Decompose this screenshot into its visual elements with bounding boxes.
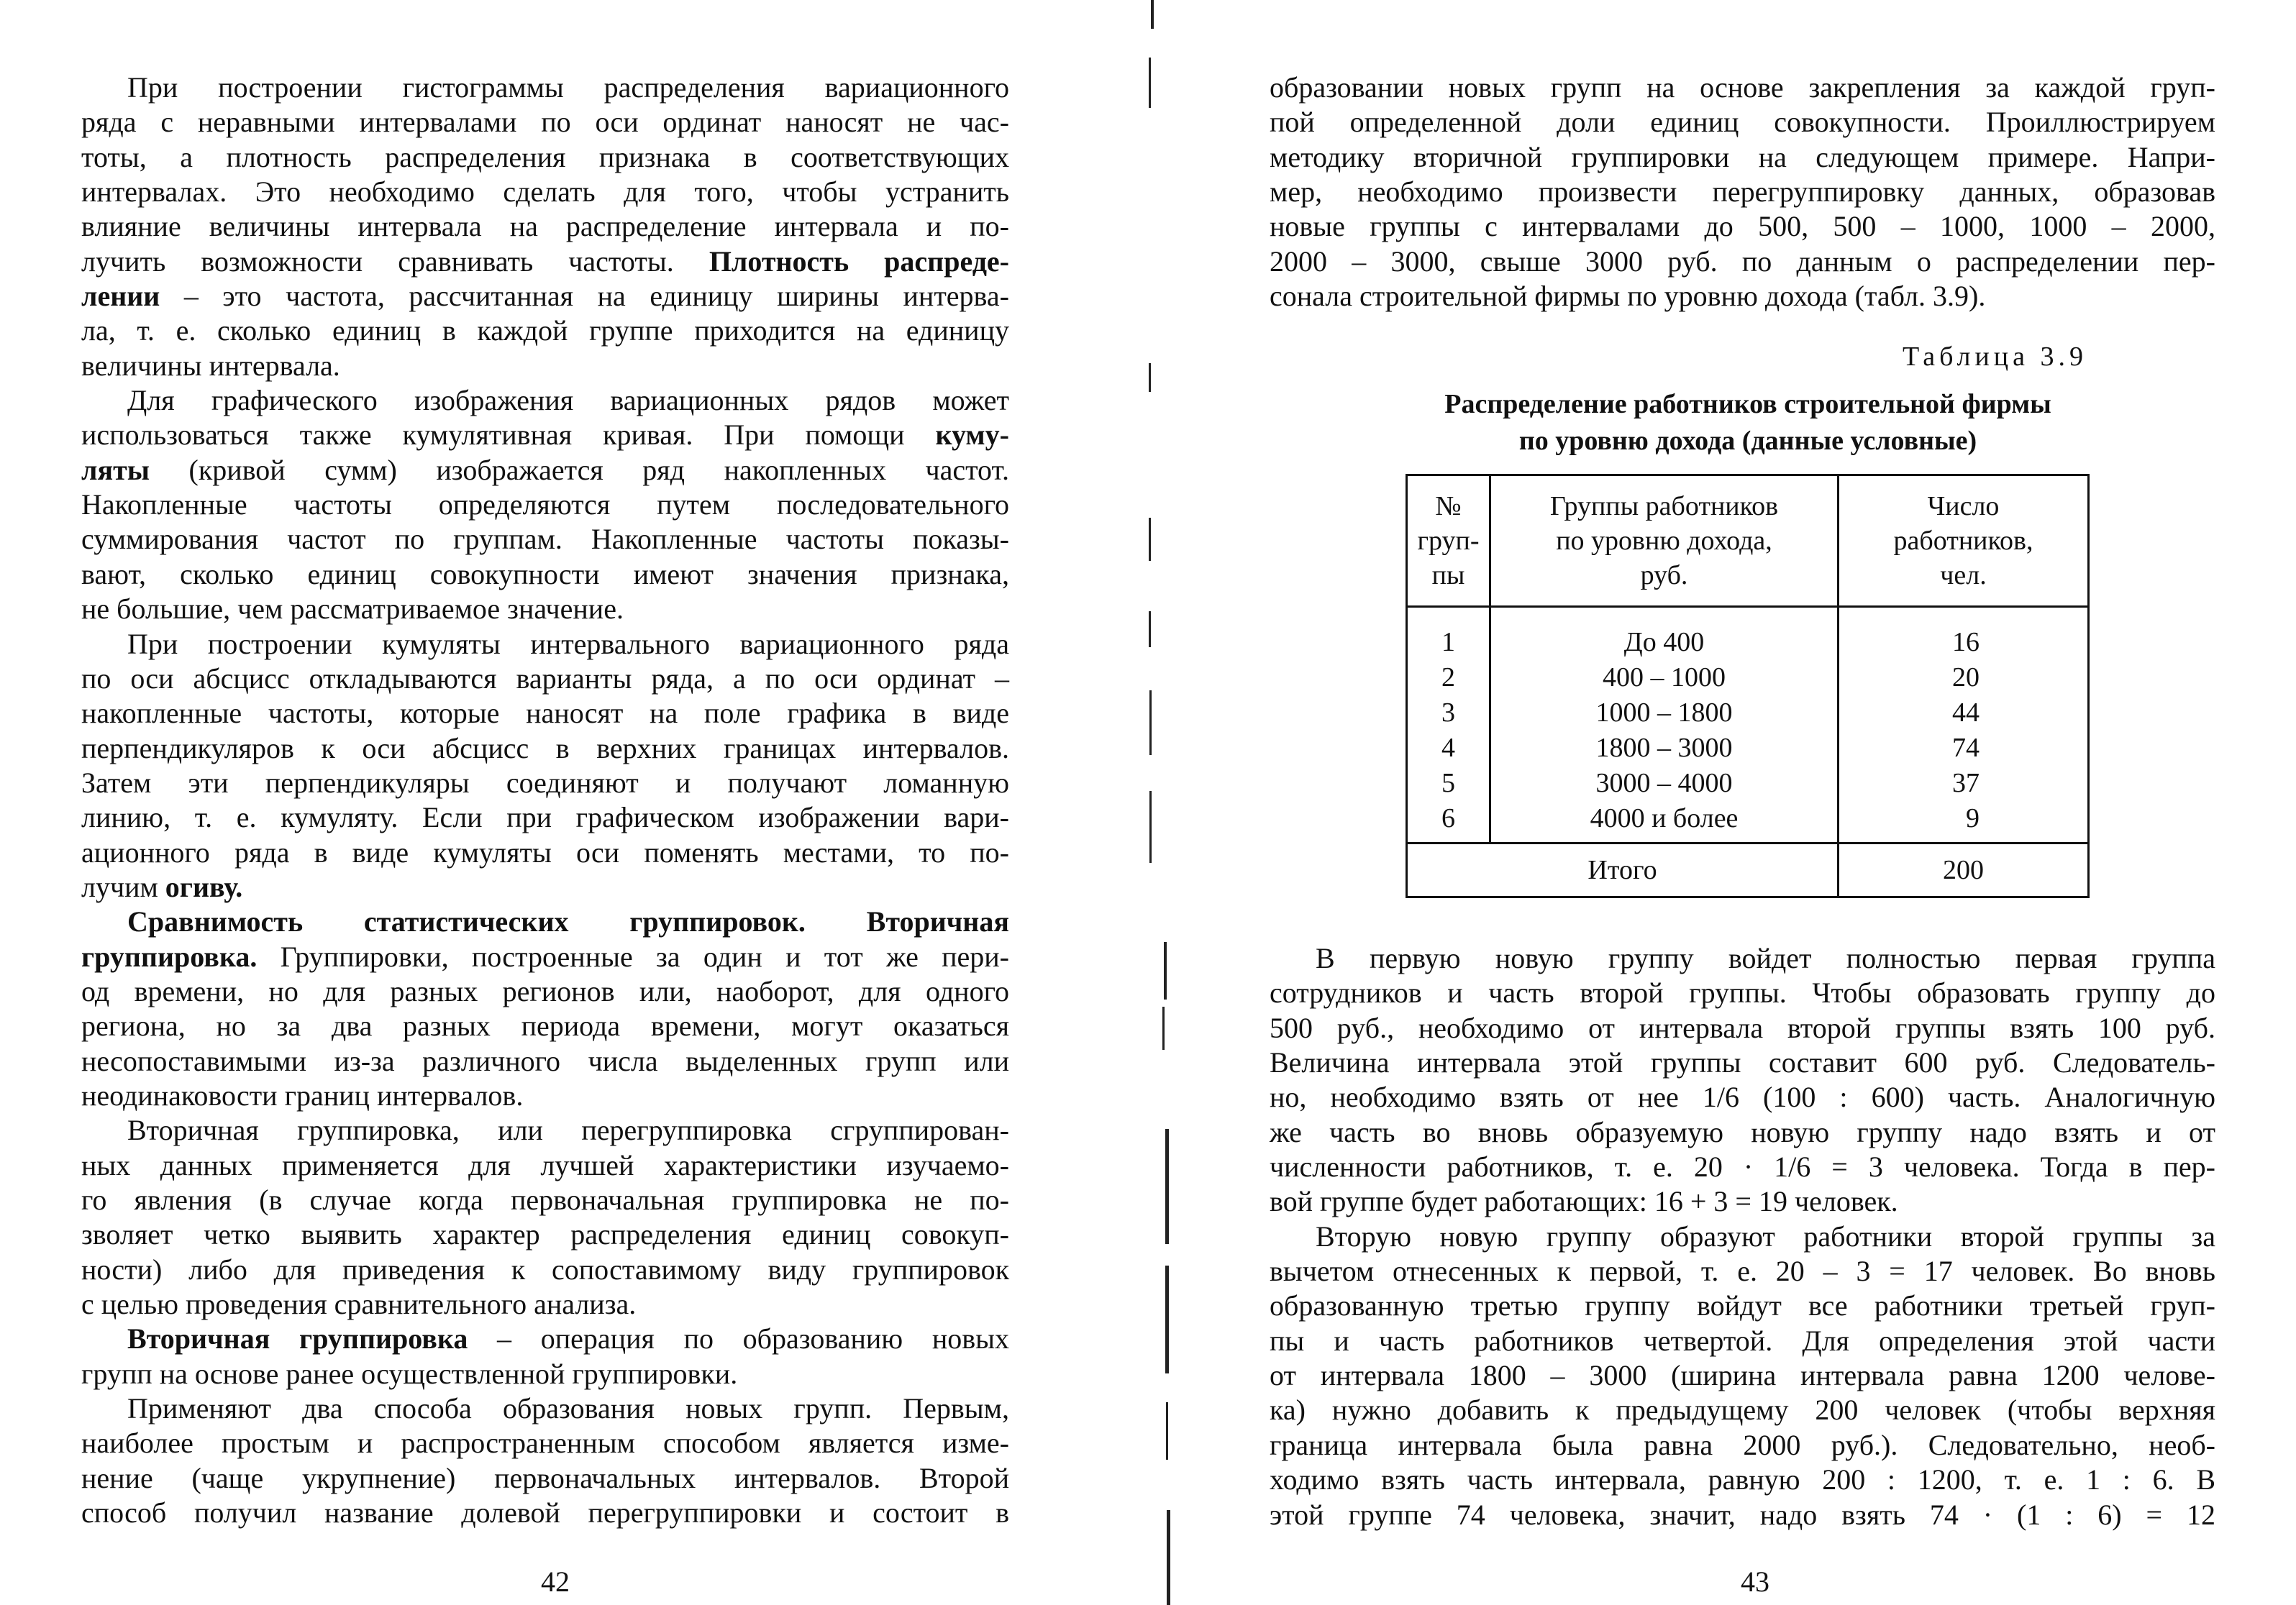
- text-line: [1270, 105, 2215, 140]
- gutter-mark: [1167, 1510, 1170, 1605]
- text-segment: пы и часть работников четвертой. Для определения этой части: [1270, 1324, 2215, 1357]
- text-segment: линию, т. е. кумуляту. Если при графическом изображении вари-: [81, 801, 1009, 834]
- paragraph: [81, 1322, 1009, 1391]
- text-segment: ности) либо для приведения к сопоставимому виду группировок: [81, 1253, 1009, 1286]
- header-text: Группы работников: [1549, 491, 1779, 521]
- table-cell-group: 1800 – 3000: [1595, 733, 1733, 763]
- paragraph: [1270, 70, 2215, 314]
- header-text: чел.: [1940, 560, 1987, 590]
- text-line: [81, 905, 1009, 939]
- table-title-line: по уровню дохода (данные условные): [1518, 426, 1977, 456]
- table-cell-count: 74: [1952, 733, 1980, 763]
- right-page-text-top: [1270, 70, 2215, 314]
- header-text: по уровню дохода,: [1556, 526, 1772, 556]
- text-line: [81, 453, 1009, 488]
- bold-term: куму-: [935, 419, 1009, 452]
- text-segment: – операция по образованию новых: [468, 1322, 1010, 1355]
- paragraph: [1270, 941, 2215, 1220]
- text-line: [1270, 1428, 2215, 1463]
- table-cell-group: 1000 – 1800: [1595, 698, 1733, 728]
- text-segment: Группировки, построенные за один и тот же пери-: [257, 940, 1009, 973]
- text-segment: от интервала 1800 – 3000 (ширина интервала равна 1200 челове-: [1270, 1359, 2215, 1392]
- text-line: [81, 557, 1009, 592]
- text-segment: региона, но за два разных периода времени, могут оказаться: [81, 1010, 1009, 1043]
- text-line: [81, 314, 1009, 348]
- text-line: [81, 1426, 1009, 1460]
- paragraph: [81, 905, 1009, 1113]
- table-cell-count: 16: [1952, 627, 1980, 657]
- header-text: руб.: [1640, 560, 1688, 590]
- text-line: [1270, 1498, 2215, 1532]
- text-segment: образованную третью группу войдут все работники третьей груп-: [1270, 1289, 2215, 1322]
- text-line: [1270, 1358, 2215, 1393]
- gutter-mark: [1164, 942, 1167, 1000]
- text-line: [81, 1217, 1009, 1252]
- table-body: [1407, 607, 2089, 843]
- text-line: [1270, 1393, 2215, 1427]
- table-cell-num: 2: [1441, 662, 1455, 692]
- bold-term: ляты: [81, 453, 150, 486]
- text-line: [1270, 279, 2215, 314]
- text-segment: При построении кумуляты интервального вариационного ряда: [127, 627, 1009, 660]
- text-segment: В первую новую группу войдет полностью первая группа: [1316, 942, 2215, 974]
- header-text: Число: [1927, 491, 2000, 521]
- header-text: пы: [1431, 560, 1465, 590]
- gutter-mark: [1165, 1129, 1169, 1244]
- text-line: [81, 662, 1009, 696]
- income-distribution-table: [1406, 474, 2090, 898]
- text-segment: наиболее простым и распространенным способом является изме-: [81, 1427, 1009, 1460]
- text-line: [1270, 1184, 2215, 1219]
- text-line: [81, 522, 1009, 557]
- text-line: [81, 70, 1009, 105]
- text-segment: лучить возможности сравнивать частоты.: [81, 244, 709, 278]
- table-cell-num: 3: [1441, 698, 1455, 728]
- text-segment: по оси абсцисс откладываются варианты ряда, а по оси ординат –: [81, 662, 1009, 695]
- header-text: работников,: [1893, 526, 2033, 556]
- table-title-line: Распределение работников строительной фирмы: [1444, 389, 2051, 419]
- text-segment: не большие, чем рассматриваемое значение.: [81, 593, 624, 626]
- text-segment: способ получил название долевой перегруппировки и состоит в: [81, 1496, 1009, 1529]
- text-line: [81, 1461, 1009, 1496]
- text-line: [1270, 976, 2215, 1010]
- text-line: [81, 1357, 1009, 1391]
- paragraph: [81, 70, 1009, 383]
- text-line: [81, 766, 1009, 800]
- gutter-mark: [1149, 363, 1151, 392]
- text-line: [1270, 1289, 2215, 1323]
- text-line: [1270, 1463, 2215, 1497]
- text-segment: накопленные частоты, которые наносят на поле графика в виде: [81, 697, 1009, 730]
- text-segment: интервалах. Это необходимо сделать для того, чтобы устранить: [81, 175, 1009, 209]
- gutter-mark: [1162, 1007, 1165, 1050]
- table-header-row: [1407, 475, 2089, 607]
- gutter-mark: [1149, 611, 1151, 647]
- text-line: [1270, 244, 2215, 279]
- text-segment: Затем эти перпендикуляры соединяют и получают ломанную: [81, 766, 1009, 799]
- text-line: [81, 1009, 1009, 1043]
- header-income-group: [1490, 475, 1839, 607]
- right-page-text-bottom: [1270, 941, 2215, 1532]
- text-line: [81, 1148, 1009, 1183]
- text-segment: неодинаковости границ интервалов.: [81, 1079, 524, 1112]
- text-segment: вают, сколько единиц совокупности имеют значения признака,: [81, 557, 1009, 590]
- text-segment: Накопленные частоты определяются путем последовательного: [81, 488, 1009, 521]
- text-line: [81, 592, 1009, 626]
- text-line: [81, 1044, 1009, 1079]
- text-line: [81, 244, 1009, 279]
- gutter-mark: [1151, 0, 1154, 29]
- text-line: [81, 627, 1009, 662]
- text-segment: сонала строительной фирмы по уровню дохода (табл. 3.9).: [1270, 280, 1986, 313]
- bold-term: Сравнимость статистических группировок. Вторичная: [127, 905, 1009, 938]
- text-segment: с целью проведения сравнительного анализа.: [81, 1288, 637, 1321]
- table-title: [1367, 386, 2129, 459]
- text-line: [1270, 140, 2215, 175]
- gutter-mark: [1166, 1402, 1168, 1460]
- text-segment: новые группы с интервалами до 500, 500 – 1000, 1000 – 2000,: [1270, 210, 2215, 243]
- text-segment: суммирования частот по группам. Накопленные частоты показы-: [81, 523, 1009, 556]
- header-text: груп-: [1417, 526, 1480, 556]
- bold-term: группировка.: [81, 940, 258, 973]
- group-number-column: [1407, 607, 1490, 843]
- text-segment: нение (чаще укрупнение) первоначальных интервалов. Второй: [81, 1461, 1009, 1494]
- text-segment: групп на основе ранее осуществленной группировки.: [81, 1357, 738, 1390]
- table-cell-group: 4000 и более: [1590, 803, 1739, 833]
- text-line: [81, 1113, 1009, 1148]
- table-cell-group: До 400: [1623, 627, 1705, 657]
- text-line: [81, 1496, 1009, 1530]
- text-segment: Вторичная группировка, или перегруппировка сгруппирован-: [127, 1114, 1009, 1147]
- text-line: [1270, 209, 2215, 244]
- text-line: [81, 1287, 1009, 1322]
- text-segment: ряда с неравными интервалами по оси ординат наносят не час-: [81, 106, 1009, 139]
- text-line: [81, 731, 1009, 766]
- table-cell-count: 44: [1952, 698, 1980, 728]
- text-line: [81, 383, 1009, 418]
- text-segment: Для графического изображения вариационных рядов может: [127, 384, 1009, 417]
- text-line: [81, 836, 1009, 870]
- gutter-mark: [1149, 690, 1152, 755]
- text-segment: пой определенной доли единиц совокупности. Проиллюстрируем: [1270, 106, 2215, 139]
- table-caption: Таблица 3.9: [1902, 342, 2087, 372]
- text-line: [1270, 1150, 2215, 1184]
- text-segment: ных данных применяется для лучшей характеристики изучаемо-: [81, 1148, 1009, 1181]
- text-segment: методику вторичной группировки на следующем примере. Напри-: [1270, 140, 2215, 173]
- text-segment: Величина интервала этой группы составит 600 руб. Следователь-: [1270, 1046, 2215, 1079]
- paragraph: [81, 1391, 1009, 1530]
- table-cell-count: 20: [1952, 662, 1980, 692]
- table-cell-count: 37: [1952, 768, 1980, 798]
- text-line: [81, 488, 1009, 522]
- text-line: [81, 175, 1009, 209]
- paragraph: [81, 383, 1009, 626]
- paragraph: [1270, 1220, 2215, 1532]
- text-segment: лучим: [81, 870, 165, 903]
- text-line: [81, 800, 1009, 835]
- text-line: [81, 1391, 1009, 1426]
- text-line: [1270, 1220, 2215, 1254]
- text-segment: граница интервала была равна 2000 руб.). Следовательно, необ-: [1270, 1428, 2215, 1461]
- page-number-left: 42: [541, 1565, 570, 1598]
- total-label: Итого: [1407, 843, 1839, 897]
- text-segment: же часть во вновь образуемую новую группу надо взять и от: [1270, 1115, 2215, 1148]
- worker-count-column: [1839, 607, 2089, 843]
- table-cell-group: 400 – 1000: [1603, 662, 1726, 692]
- bold-term: Плотность распреде-: [709, 244, 1010, 278]
- text-line: [81, 870, 1009, 905]
- text-line: [81, 696, 1009, 731]
- text-segment: зволяет четко выявить характер распределения единиц совокуп-: [81, 1218, 1009, 1251]
- text-segment: од времени, но для разных регионов или, наоборот, для одного: [81, 974, 1009, 1007]
- text-line: [81, 974, 1009, 1009]
- text-segment: 500 руб., необходимо от интервала второй группы взять 100 руб.: [1270, 1011, 2215, 1044]
- text-segment: ационного ряда в виде кумуляты оси поменять местами, то по-: [81, 836, 1009, 869]
- page-number-right: 43: [1741, 1565, 1769, 1598]
- table-total-row: [1407, 843, 2089, 897]
- text-line: [81, 105, 1009, 140]
- text-segment: Вторую новую группу образуют работники второй группы за: [1316, 1220, 2215, 1253]
- text-line: [81, 940, 1009, 974]
- text-line: [1270, 1254, 2215, 1289]
- text-line: [81, 140, 1009, 175]
- text-line: [1270, 1046, 2215, 1080]
- text-segment: ходимо взять часть интервала, равную 200 : 1200, т. е. 1 : 6. В: [1270, 1463, 2215, 1496]
- text-segment: При построении гистограммы распределения вариационного: [127, 71, 1009, 104]
- left-page-text: [81, 70, 1009, 1530]
- text-line: [81, 1253, 1009, 1287]
- text-segment: перпендикуляров к оси абсцисс в верхних границах интервалов.: [81, 731, 1009, 764]
- header-text: №: [1435, 491, 1462, 521]
- text-segment: ка) нужно добавить к предыдущему 200 человек (чтобы верхняя: [1270, 1394, 2215, 1427]
- text-segment: образовании новых групп на основе закрепления за каждой груп-: [1270, 71, 2215, 104]
- text-segment: несопоставимыми из-за различного числа выделенных групп или: [81, 1044, 1009, 1077]
- text-line: [1270, 1324, 2215, 1358]
- bold-term: огиву.: [165, 870, 243, 903]
- table-cell-num: 4: [1441, 733, 1455, 763]
- text-line: [81, 209, 1009, 244]
- text-segment: 2000 – 3000, свыше 3000 руб. по данным о распределении пер-: [1270, 244, 2215, 278]
- text-segment: мер, необходимо произвести перегруппировку данных, образовав: [1270, 175, 2215, 209]
- text-line: [81, 349, 1009, 383]
- text-segment: численности работников, т. е. 20 · 1/6 = 3 человека. Тогда в пер-: [1270, 1151, 2215, 1184]
- text-segment: – это частота, рассчитанная на единицу ширины интерва-: [160, 280, 1009, 313]
- bold-term: Вторичная группировка: [127, 1322, 468, 1355]
- table-cell-num: 6: [1441, 803, 1455, 833]
- text-line: [1270, 941, 2215, 976]
- gutter-mark: [1149, 518, 1151, 561]
- text-line: [1270, 1115, 2215, 1150]
- text-line: [1270, 1080, 2215, 1115]
- gutter-mark: [1149, 58, 1151, 108]
- text-line: [81, 418, 1009, 452]
- bold-term: лении: [81, 280, 160, 313]
- total-value: 200: [1839, 843, 2089, 897]
- text-segment: но, необходимо взять от нее 1/6 (100 : 600) часть. Аналогичную: [1270, 1081, 2215, 1114]
- text-segment: го явления (в случае когда первоначальная группировка не по-: [81, 1184, 1009, 1216]
- text-segment: (кривой сумм) изображается ряд накопленных частот.: [149, 453, 1009, 486]
- header-group-number: [1407, 475, 1490, 607]
- table-cell-num: 1: [1441, 627, 1455, 657]
- text-segment: Применяют два способа образования новых групп. Первым,: [127, 1392, 1009, 1425]
- text-line: [81, 1322, 1009, 1356]
- text-line: [1270, 1011, 2215, 1046]
- table-cell-num: 5: [1441, 768, 1455, 798]
- text-line: [81, 1183, 1009, 1217]
- text-segment: влияние величины интервала на распределение интервала и по-: [81, 210, 1009, 243]
- gutter-mark: [1165, 1266, 1169, 1373]
- text-segment: сотрудников и часть второй группы. Чтобы образовать группу до: [1270, 977, 2215, 1010]
- text-line: [1270, 70, 2215, 105]
- text-segment: вычетом отнесенных к первой, т. е. 20 – 3 = 17 человек. Во вновь: [1270, 1255, 2215, 1288]
- text-line: [81, 1079, 1009, 1113]
- table-cell-group: 3000 – 4000: [1595, 768, 1733, 798]
- text-segment: ла, т. е. сколько единиц в каждой группе приходится на единицу: [81, 314, 1009, 347]
- text-segment: использоваться также кумулятивная кривая. При помощи: [81, 419, 936, 452]
- paragraph: [81, 627, 1009, 905]
- text-segment: этой группе 74 человека, значит, надо взять 74 · (1 : 6) = 12: [1270, 1498, 2215, 1531]
- paragraph: [81, 1113, 1009, 1322]
- text-segment: вой группе будет работающих: 16 + 3 = 19 человек.: [1270, 1185, 1898, 1218]
- table-cell-count: 9: [1966, 803, 1980, 833]
- text-line: [81, 279, 1009, 314]
- gutter-mark: [1149, 791, 1152, 863]
- income-group-column: [1490, 607, 1839, 843]
- header-worker-count: [1839, 475, 2089, 607]
- text-segment: тоты, а плотность распределения признака в соответствующих: [81, 140, 1009, 173]
- text-segment: величины интервала.: [81, 349, 340, 382]
- text-line: [1270, 175, 2215, 209]
